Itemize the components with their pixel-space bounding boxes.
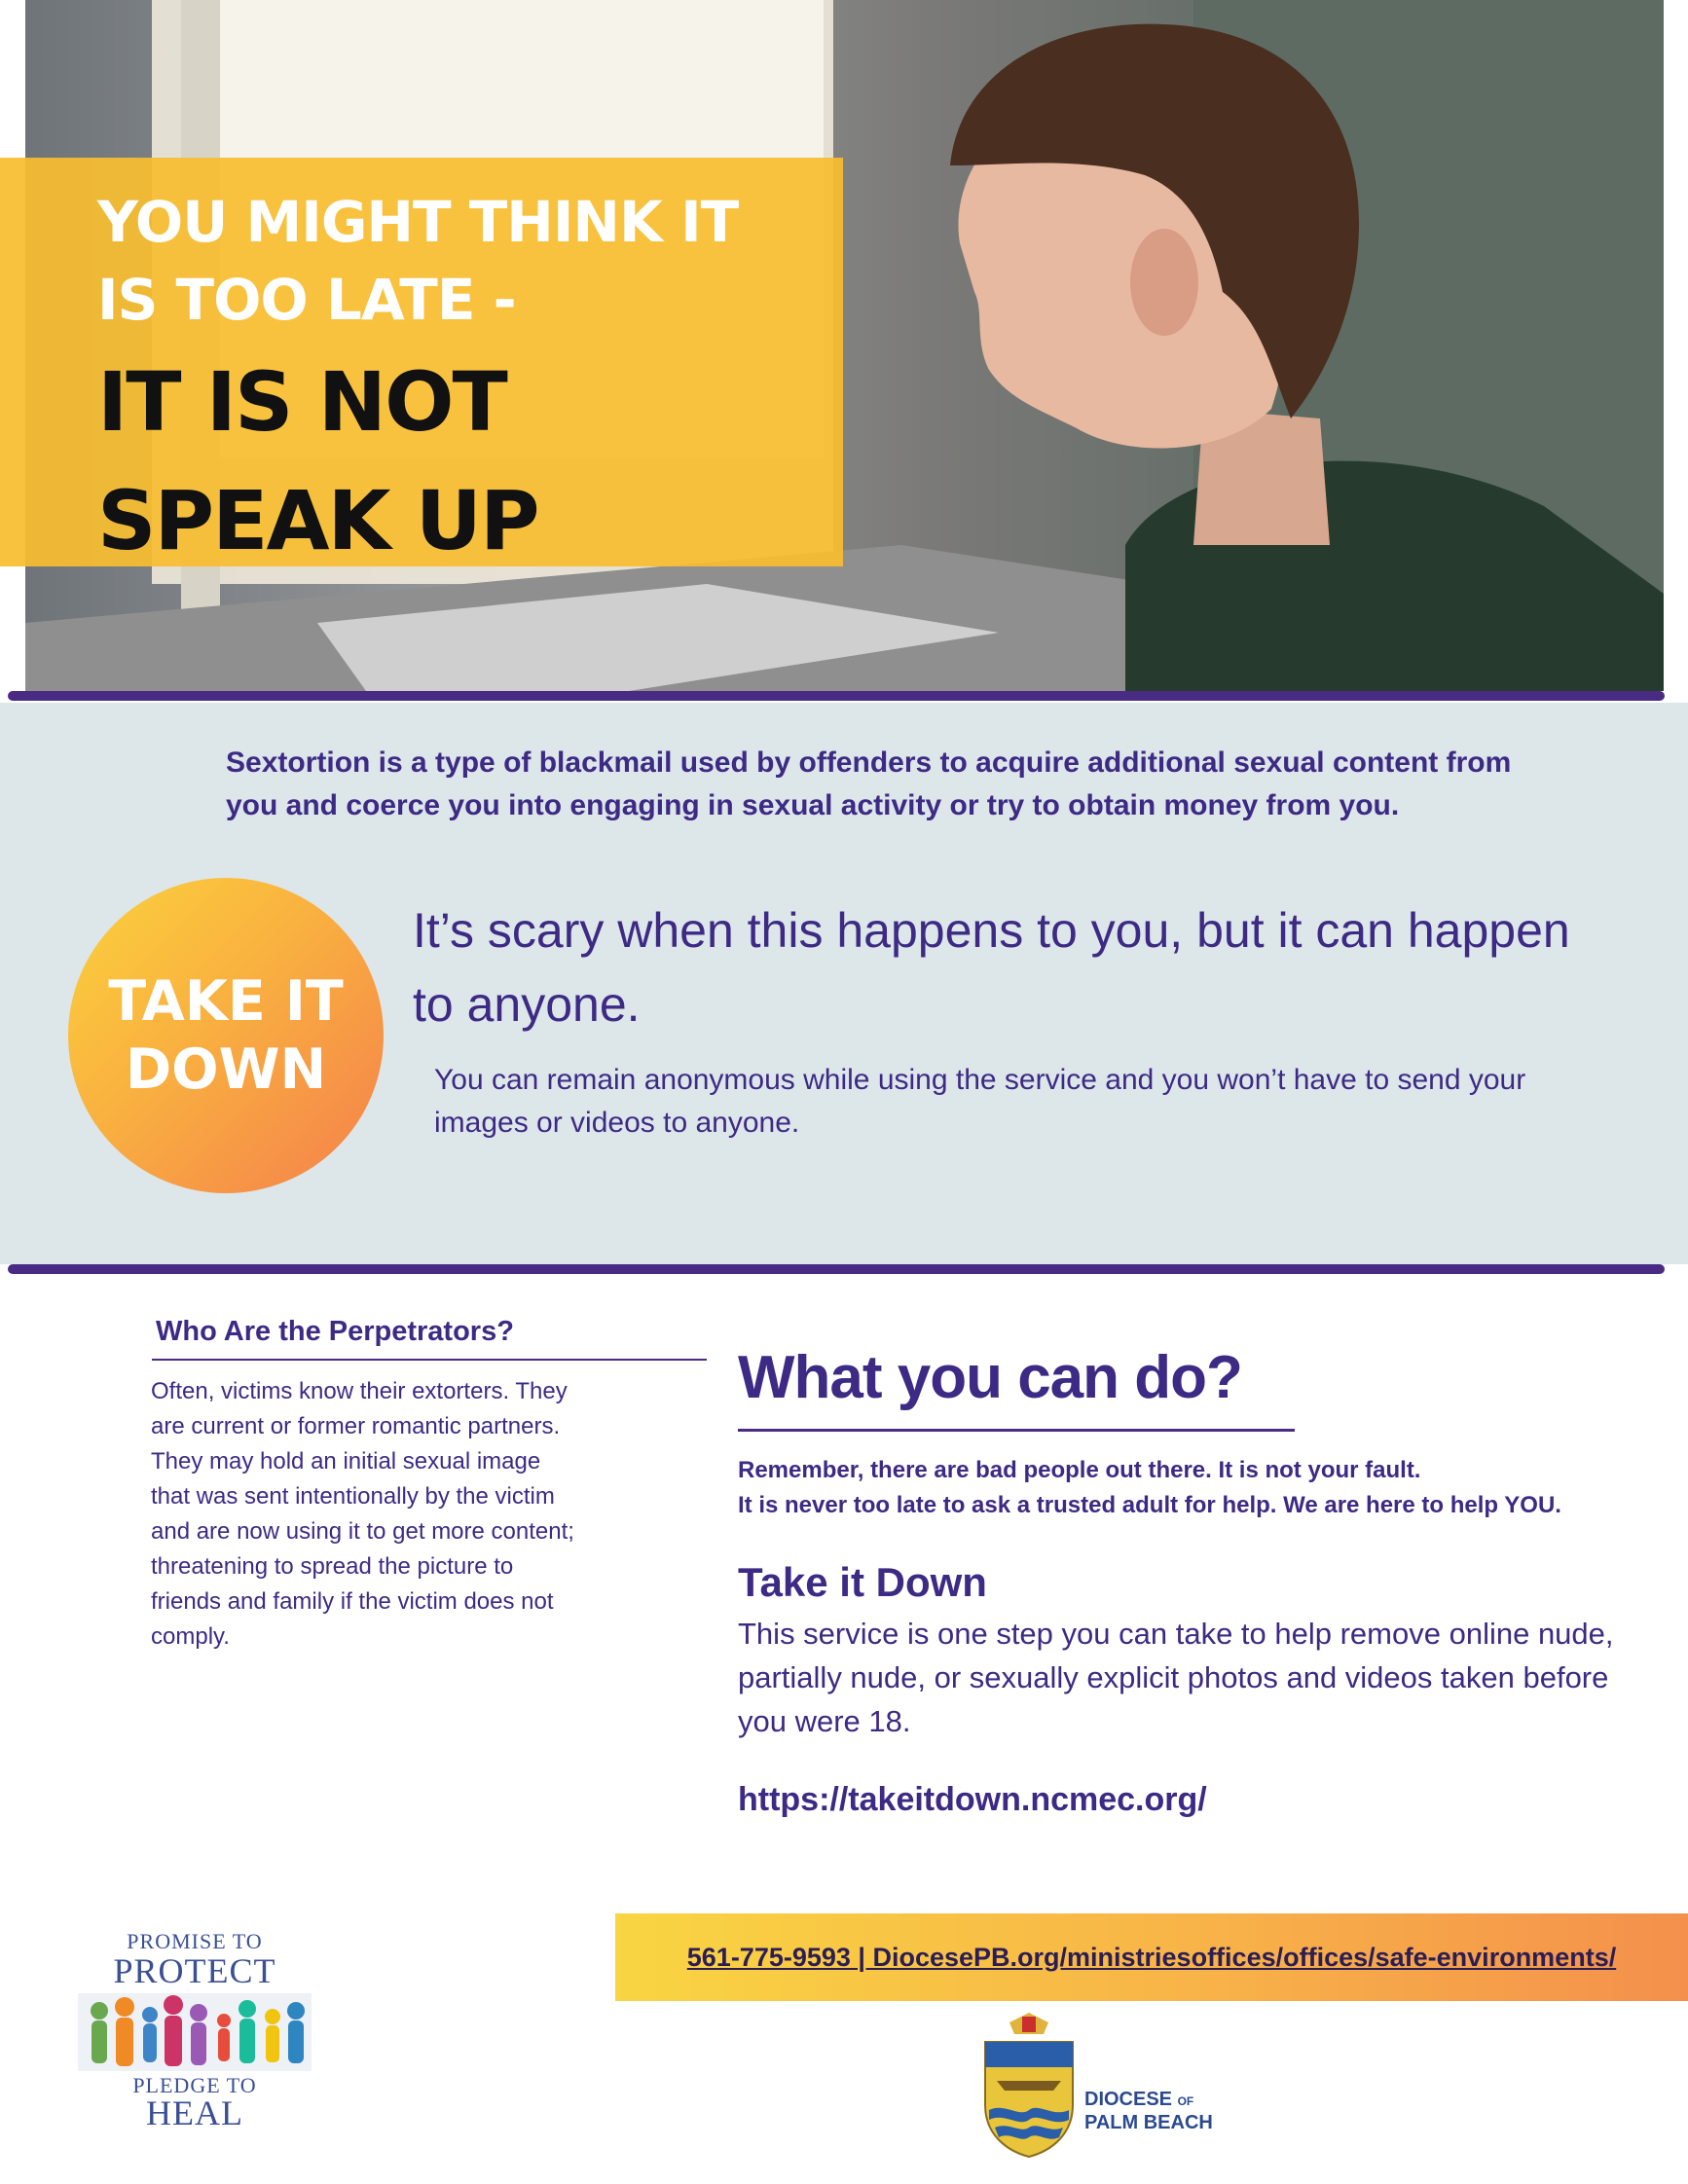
what-you-can-do-rule (738, 1429, 1295, 1432)
headline-line-3: IT IS NOT (97, 354, 506, 450)
anonymous-note: You can remain anonymous while using the service and you won’t have to send your images or videos to anyone. (434, 1064, 1526, 1139)
perpetrators-rule (152, 1359, 707, 1361)
take-it-down-body: This service is one step you can take to help remove online nude, partially nude, or sexually explicit photos and videos taken before you were 18. (738, 1617, 1614, 1738)
badge-line-1: TAKE IT (108, 969, 344, 1034)
contact-link[interactable]: 561-775-9593 | DiocesePB.org/ministriesoffices/offices/safe-environments/ (686, 1942, 1617, 1972)
divider-top (8, 691, 1665, 701)
what-you-can-do-title: What you can do? (738, 1344, 1242, 1411)
diocese-shield-icon (975, 2013, 1083, 2159)
take-it-down-title: Take it Down (738, 1559, 987, 1605)
reassurance-line-1: Remember, there are bad people out there. It is not your fault. (738, 1457, 1421, 1483)
take-it-down-badge (68, 878, 384, 1193)
diocese-of: OF (1177, 2094, 1194, 2108)
promise-to-protect-logo (78, 1925, 312, 2139)
sextortion-definition: Sextortion is a type of blackmail used by offenders to acquire additional sexual content from you and coerce you into engaging in sexual activity or try to obtain money from you. (226, 746, 1512, 821)
perpetrators-body: Often, victims know their extorters. They are current or former romantic partners. They may hold an initial sexual image that was sent intentionally by the victim and are now using it to get more content; threatening to spread the picture to friends and family if the victim does not comply. (151, 1378, 574, 1650)
headline-line-1: YOU MIGHT THINK IT (97, 189, 739, 255)
diocese-name (1084, 2089, 1213, 2133)
logo-pledge-line: PLEDGE TO (132, 2073, 257, 2097)
headline-line-2: IS TOO LATE - (97, 267, 516, 333)
reassurance-line-2: It is never too late to ask a trusted adult for help. We are here to help YOU. (738, 1492, 1561, 1518)
headline-black (97, 343, 837, 580)
take-it-down-link[interactable]: https://takeitdown.ncmec.org/ (738, 1781, 1207, 1818)
logo-promise-line: PROMISE TO (127, 1929, 263, 1953)
perpetrators-title: Who Are the Perpetrators? (156, 1316, 514, 1347)
people-silhouettes-icon (78, 1993, 312, 2071)
contact-bar (615, 1913, 1688, 2001)
divider-bottom (8, 1264, 1665, 1274)
diocese-line-1: DIOCESE (1084, 2089, 1173, 2110)
scary-statement: It’s scary when this happens to you, but it can happen to anyone. (413, 903, 1570, 1032)
diocese-logo (975, 2013, 1287, 2159)
headline-line-4: SPEAK UP (97, 473, 538, 568)
logo-heal-line: HEAL (146, 2093, 243, 2132)
reassurance-text (738, 1453, 1672, 1523)
headline-white (97, 183, 837, 339)
diocese-line-2: PALM BEACH (1084, 2112, 1213, 2133)
logo-protect-line: PROTECT (113, 1951, 276, 1990)
badge-line-2: DOWN (125, 1037, 327, 1102)
